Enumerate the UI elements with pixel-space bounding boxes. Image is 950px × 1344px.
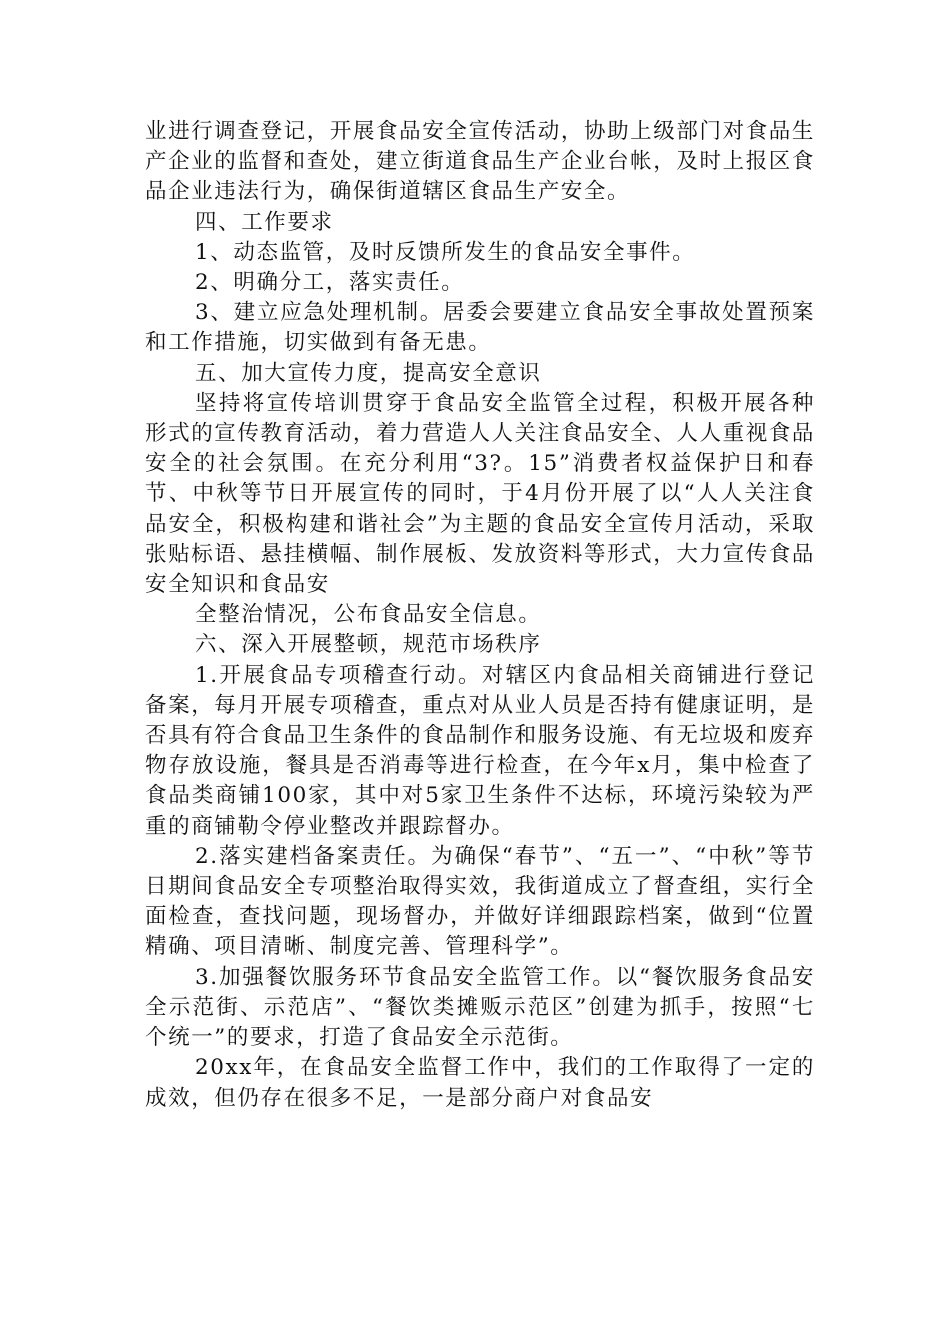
paragraph-publicity-continued: 全整治情况，公布食品安全信息。 [195,602,542,628]
section-heading-work-requirements: 四、工作要求 [195,209,334,235]
paragraph-continuation: 业进行调查登记，开展食品安全宣传活动，协助上级部门对食品生产企业的监督和查处，建立街道食品生产企业台帐，及时上报区食品企业违法行为，确保街道辖区食品生产安全。 [145,119,815,205]
paragraph-summary: 20xx年，在食品安全监督工作中，我们的工作取得了一定的成效，但仍存在很多不足，一是部分商户对食品安 [145,1055,815,1111]
requirement-item-2: 2、明确分工，落实责任。 [195,270,465,296]
rectification-item-1: 1.开展食品专项稽查行动。对辖区内食品相关商铺进行登记备案，每月开展专项稽查，重点对从业人员是否持有健康证明，是否具有符合食品卫生条件的食品制作和服务设施、有无垃圾和废弃物存放设施，餐具是否消毒等进行检查，在今年x月，集中检查了食品类商铺100家，其中对5家卫生条件不达标，环境污染较为严重的商铺勒令停业整改并跟踪督办。 [145,662,815,839]
section-heading-rectification: 六、深入开展整顿，规范市场秩序 [195,632,542,658]
paragraph-publicity: 坚持将宣传培训贯穿于食品安全监管全过程，积极开展各种形式的宣传教育活动，着力营造人人关注食品安全、人人重视食品安全的社会氛围。在充分利用“3?。15”消费者权益保护日和春节、中秋等节日开展宣传的同时，于4月份开展了以“人人关注食品安全，积极构建和谐社会”为主题的食品安全宣传月活动，采取张贴标语、悬挂横幅、制作展板、发放资料等形式，大力宣传食品安全知识和食品安 [145,390,815,598]
requirement-item-3: 3、建立应急处理机制。居委会要建立食品安全事故处置预案和工作措施，切实做到有备无患。 [145,300,815,356]
rectification-item-2: 2.落实建档备案责任。为确保“春节”、“五一”、“中秋”等节日期间食品安全专项整治取得实效，我街道成立了督查组，实行全面检查，查找问题，现场督办，并做好详细跟踪档案，做到“位置精确、项目清晰、制度完善、管理科学”。 [145,843,815,960]
requirement-item-1: 1、动态监管，及时反馈所发生的食品安全事件。 [195,239,696,265]
section-heading-publicity: 五、加大宣传力度，提高安全意识 [195,360,542,386]
document-body [145,117,815,1114]
rectification-item-3: 3.加强餐饮服务环节食品安全监管工作。以“餐饮服务食品安全示范街、示范店”、“餐饮类摊贩示范区”创建为抓手，按照“七个统一”的要求，打造了食品安全示范街。 [145,964,815,1051]
